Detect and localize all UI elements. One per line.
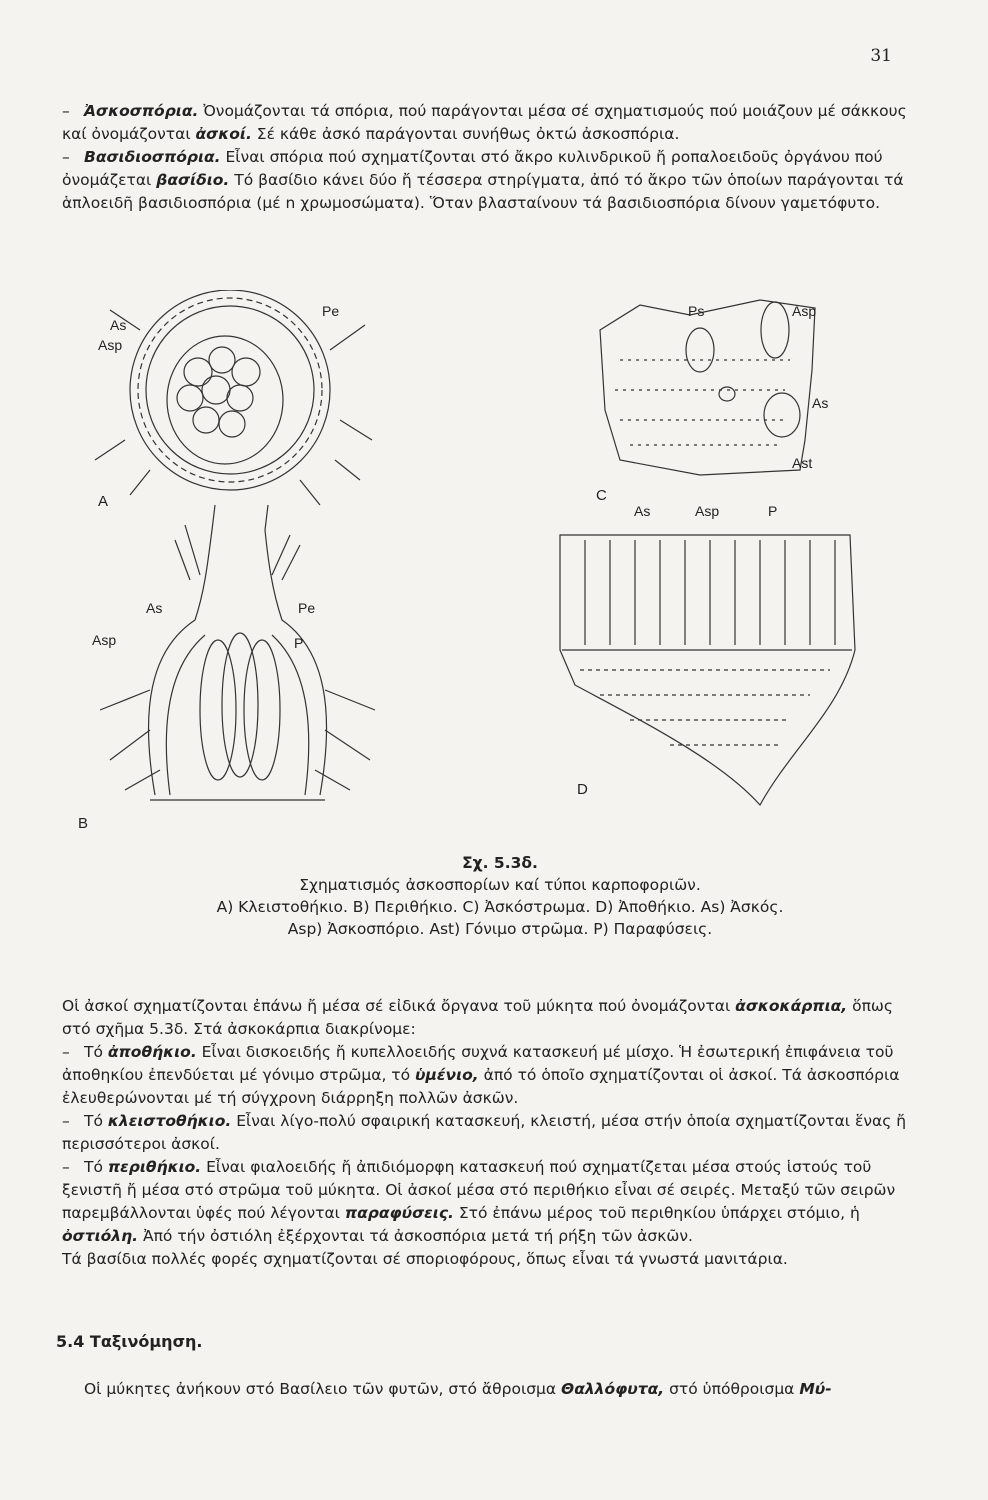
paragraph-classification <box>62 1378 912 1401</box>
b2-text-b: Εἶναι λίγο-πολύ σφαιρική κατασκευή, κλειστή, μέσα στήν ὁποία σχηματίζονται ἕνας ἤ περισσότεροι ἀσκοί. <box>62 1112 907 1153</box>
term-ostiole: ὀστιόλη. <box>62 1227 139 1245</box>
label-c-asp: Asp <box>792 303 817 319</box>
label-a-asp: Asp <box>98 337 123 353</box>
body-text <box>62 995 912 1271</box>
panel-letter-d: D <box>577 781 588 798</box>
term-cleistothecium: κλειστοθήκιο. <box>107 1112 232 1130</box>
bullet-perithecium: – Τό περιθήκιο. Εἶναι φιαλοειδής ἤ ἀπιδιόμορφη κατασκευή πού σχηματίζεται μέσα στούς ἱστούς τοῦ ξενιστῆ ἤ μέσα στό στρῶμα τοῦ μύκητα. Οἱ ἀσκοί μέσα στό περιθήκιο εἶναι σέ σειρές. Μεταξύ τῶν σειρῶν παρεμβάλλονται ὑφές πού λέγονται παραφύσεις. Στό ἐπάνω μέρος τοῦ περιθηκίου ὑπάρχει στόμιο, ἡ ὀστιόλη. Ἀπό τήν ὀστιόλη ἐξέρχονται τά ἀσκοσπόρια μετά τή ρήξη τῶν ἀσκῶν. <box>62 1158 896 1245</box>
panel-d-apothecium <box>560 535 855 805</box>
panel-c-ascostroma <box>600 300 815 475</box>
caption-line1: Σχηματισμός ἀσκοσπορίων καί τύποι καρποφοριῶν. <box>299 876 701 894</box>
label-a-as: As <box>110 317 127 333</box>
p1-text-a: Οἱ ἀσκοί σχηματίζονται ἐπάνω ἤ μέσα σέ εἰδικά ὄργανα τοῦ μύκητα πού ὀνομάζονται <box>62 997 736 1015</box>
section-heading: 5.4 Ταξινόμηση. <box>56 1332 203 1351</box>
intro-list <box>62 100 912 215</box>
intro-item1-text: Ὀνομάζονται τά σπόρια, πού παράγονται μέσα σέ σχηματισμούς πού μοιάζουν μέ σάκκους καί ὀνομάζονται <box>62 102 907 143</box>
b3-text-c: Στό ἐπάνω μέρος τοῦ περιθηκίου ὑπάρχει στόμιο, ἡ <box>453 1204 860 1222</box>
term-my: Μύ- <box>799 1380 832 1398</box>
intro-item2-text2: Τό βασίδιο κάνει δύο ἤ τέσσερα στηρίγματα, ἀπό τό ἄκρο τῶν ὁποίων παράγονται τά ἁπλοειδῆ βασιδιοσπόρια (μέ n χρωμοσώματα). Ὅταν βλασταίνουν τά βασιδιοσπόρια δίνουν γαμετόφυτο. <box>62 171 904 212</box>
term-ascospores: Ἀσκοσπόρια. <box>84 102 199 120</box>
panel-a-cleistothecium <box>95 290 372 505</box>
term-hymenium: ὑμένιο, <box>415 1066 479 1084</box>
panel-letter-c: C <box>596 487 607 504</box>
b1-text-a: Τό <box>84 1043 108 1061</box>
label-b-as: As <box>146 600 163 616</box>
intro-item1-text2: Σέ κάθε ἀσκό παράγονται συνήθως ὀκτώ ἀσκοσπόρια. <box>251 125 680 143</box>
intro-item-ascospores: – Ἀσκοσπόρια. Ὀνομάζονται τά σπόρια, πού παράγονται μέσα σέ σχηματισμούς πού μοιάζουν μέ σάκκους καί ὀνομάζονται ἀσκοί. Σέ κάθε ἀσκό παράγονται συνήθως ὀκτώ ἀσκοσπόρια. <box>62 102 907 143</box>
label-d-as: As <box>634 503 651 519</box>
label-c-ps: Ps <box>688 303 705 319</box>
intro-item2-text: Εἶναι σπόρια πού σχηματίζονται στό ἄκρο κυλινδρικοῦ ἤ ροπαλοειδοῦς ὀργάνου πού ὀνομάζεται <box>62 148 883 189</box>
p3-text-b: στό ὑπόθροισμα <box>664 1380 800 1398</box>
bullet-apothecium: – Τό ἀποθήκιο. Εἶναι δισκοειδής ἤ κυπελλοειδής συχνά κατασκευή μέ μίσχο. Ἡ ἐσωτερική ἐπιφάνεια τοῦ ἀποθηκίου ἐπενδύεται μέ γόνιμο στρῶμα, τό ὑμένιο, ἀπό τό ὁποῖο σχηματίζονται οἱ ἀσκοί. Τά ἀσκοσπόρια ἐλευθερώνονται μέ τή σύγχρονη διάρρηξη πολλῶν ἀσκῶν. <box>62 1043 900 1107</box>
figure-caption <box>120 852 880 940</box>
term-apothecium: ἀποθήκιο. <box>107 1043 197 1061</box>
term-thallophyta: Θαλλόφυτα, <box>561 1380 665 1398</box>
caption-line3: Asp) Ἀσκοσπόριο. Ast) Γόνιμο στρῶμα. P) Παραφύσεις. <box>287 920 713 938</box>
b3-text-b: Εἶναι φιαλοειδής ἤ ἀπιδιόμορφη κατασκευή πού σχηματίζεται μέσα στούς ἱστούς τοῦ ξενιστῆ ἤ μέσα στό στρῶμα τοῦ μύκητα. Οἱ ἀσκοί μέσα στό περιθήκιο εἶναι σέ σειρές. Μεταξύ τῶν σειρῶν παρεμβάλλονται ὑφές πού λέγονται <box>62 1158 896 1222</box>
b1-text-b: Εἶναι δισκοειδής ἤ κυπελλοειδής συχνά κατασκευή μέ μίσχο. Ἡ ἐσωτερική ἐπιφάνεια τοῦ ἀποθηκίου ἐπενδύεται μέ γόνιμο στρῶμα, τό <box>62 1043 894 1084</box>
paragraph-basidia: Τά βασίδια πολλές φορές σχηματίζονται σέ σποριοφόρους, ὅπως εἶναι τά γνωστά μανιτάρια. <box>62 1250 788 1268</box>
panel-b-perithecium <box>100 505 375 800</box>
b3-text-d: Ἀπό τήν ὀστιόλη ἐξέρχονται τά ἀσκοσπόρια μετά τή ρήξη τῶν ἀσκῶν. <box>138 1227 693 1245</box>
term-basidium: βασίδιο. <box>156 171 230 189</box>
panel-letter-a: A <box>98 493 109 510</box>
b1-text-c: ἀπό τό ὁποῖο σχηματίζονται οἱ ἀσκοί. Τά ἀσκοσπόρια ἐλευθερώνονται μέ τή σύγχρονη διάρρηξη πολλῶν ἀσκῶν. <box>62 1066 900 1107</box>
p3-text-a: Οἱ μύκητες ἀνήκουν στό Βασίλειο τῶν φυτῶν, στό ἄθροισμα <box>84 1380 562 1398</box>
b2-text-a: Τό <box>84 1112 108 1130</box>
label-b-p: P <box>294 635 304 651</box>
label-a-pe: Pe <box>322 303 340 319</box>
label-b-asp: Asp <box>92 632 117 648</box>
term-paraphyses: παραφύσεις. <box>344 1204 454 1222</box>
term-asci: ἀσκοί. <box>195 125 252 143</box>
caption-line2: A) Κλειστοθήκιο. B) Περιθήκιο. C) Ἀσκόστρωμα. D) Ἀποθήκιο. As) Ἀσκός. <box>216 898 784 916</box>
label-d-p: P <box>768 503 778 519</box>
label-c-as: As <box>812 395 829 411</box>
b3-text-a: Τό <box>84 1158 108 1176</box>
figure-ascocarps <box>0 290 988 850</box>
p3 <box>62 1378 912 1401</box>
label-b-pe: Pe <box>298 600 316 616</box>
p1-text-b: ὅπως στό σχῆμα 5.3δ. Στά ἀσκοκάρπια διακρίνομε: <box>62 997 893 1038</box>
intro-item-basidiospores: – Βασιδιοσπόρια. Εἶναι σπόρια πού σχηματίζονται στό ἄκρο κυλινδρικοῦ ἤ ροπαλοειδοῦς ὀργάνου πού ὀνομάζεται βασίδιο. Τό βασίδιο κάνει δύο ἤ τέσσερα στηρίγματα, ἀπό τό ἄκρο τῶν ὁποίων παράγονται τά ἁπλοειδῆ βασιδιοσπόρια (μέ n χρωμοσώματα). Ὅταν βλασταίνουν τά βασιδιοσπόρια δίνουν γαμετόφυτο. <box>62 148 904 212</box>
caption-number: Σχ. 5.3δ. <box>462 854 538 872</box>
panel-letter-b: B <box>78 815 89 832</box>
paragraph-ascocarps <box>62 995 912 1041</box>
page-number: 31 <box>870 46 892 66</box>
term-ascocarps: ἀσκοκάρπια, <box>735 997 848 1015</box>
label-c-ast: Ast <box>792 455 813 471</box>
term-basidiospores: Βασιδιοσπόρια. <box>84 148 221 166</box>
label-d-asp: Asp <box>695 503 720 519</box>
term-perithecium: περιθήκιο. <box>107 1158 202 1176</box>
bullet-cleistothecium: – Τό κλειστοθήκιο. Εἶναι λίγο-πολύ σφαιρική κατασκευή, κλειστή, μέσα στήν ὁποία σχηματίζονται ἕνας ἤ περισσότεροι ἀσκοί. <box>62 1112 907 1153</box>
